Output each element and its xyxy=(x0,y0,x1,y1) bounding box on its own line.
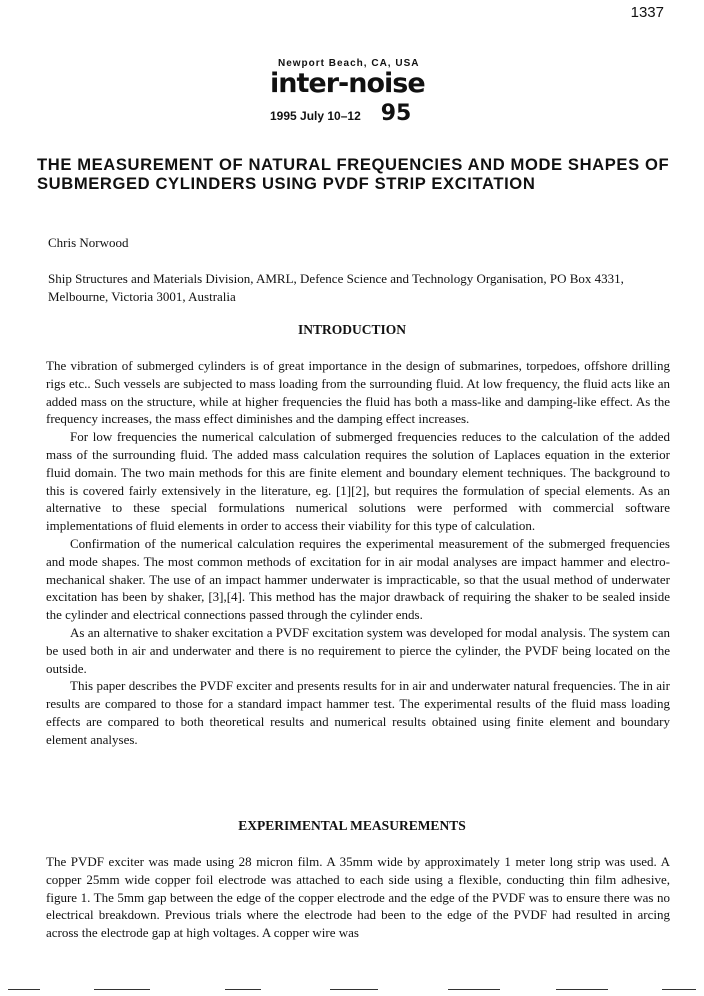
footer-rule xyxy=(662,989,696,990)
conference-year: 95 xyxy=(380,101,412,126)
footer-rule xyxy=(330,989,378,990)
experimental-heading: EXPERIMENTAL MEASUREMENTS xyxy=(238,818,466,833)
body-paragraph: The vibration of submerged cylinders is of great importance in the design of submarines, torpedoes, offshore drilling rigs etc.. Such vessels are subjected to mass loading from the surrounding fluid. At low frequency, the fluid acts like an added mass on the structure, while at higher frequencies the fluid has both a mass-like and damping-like effect. As the frequency increases, the mass effect diminishes and the damping effect increases. xyxy=(46,358,670,427)
body-paragraph: As an alternative to shaker excitation a PVDF excitation system was developed for modal analysis. The system can be used both in air and underwater and there is no requirement to pierce the cylinder, the PVDF being located on the outside. xyxy=(46,624,670,676)
body-paragraph: For low frequencies the numerical calculation of submerged frequencies reduces to the calculation of the added mass of the surrounding fluid. The added mass calculation requires the solution of Laplaces equation in the exterior fluid domain. The two main methods for this are finite element and boundary element techniques. The background to this is covered fairly extensively in the literature, eg. [1][2], but requires the formulation of special elements. As an alternative to these special formulations numerical solutions were performed with commercial software implementations of fluid elements in order to access their viability for this type of calculation. xyxy=(46,429,670,534)
conference-logo: inter-noise xyxy=(270,68,425,99)
introduction-body xyxy=(46,357,670,749)
footer-rule xyxy=(448,989,500,990)
body-paragraph: This paper describes the PVDF exciter and presents results for in air and underwater natural frequencies. The in air results are compared to those for a standard impact hammer test. The experimental results of the fluid mass loading effects are compared to both theoretical results and numerical results obtained using finite element and boundary element analyses. xyxy=(46,678,670,747)
footer-rule xyxy=(225,989,261,990)
conference-date-row xyxy=(270,101,460,126)
footer-rule xyxy=(556,989,608,990)
body-paragraph: Confirmation of the numerical calculation requires the experimental measurement of the submerged frequencies and mode shapes. The most common methods of excitation for in air modal analyses are impact hammer and electro-mechanical shaker. The use of an impact hammer underwater is impracticable, so that the usual method of underwater excitation has been by shaker, [3],[4]. This method has the major drawback of requiring the shaker to be sealed inside the cylinder and electrical connections passed through the cylinder ends. xyxy=(46,535,670,623)
paper-title: THE MEASUREMENT OF NATURAL FREQUENCIES AND MODE SHAPES OF SUBMERGED CYLINDERS USING PVDF STRIP EXCITATION xyxy=(37,155,670,193)
author-affiliation: Ship Structures and Materials Division, AMRL, Defence Science and Technology Organisation, PO Box 4331, Melbourne, Victoria 3001, Australia xyxy=(48,271,624,304)
page-number: 1337 xyxy=(630,4,664,21)
experimental-body xyxy=(46,853,670,942)
conference-dates: 1995 July 10–12 xyxy=(270,109,361,123)
conference-location: Newport Beach, CA, USA xyxy=(278,58,420,69)
conference-header xyxy=(270,58,460,126)
body-paragraph: The PVDF exciter was made using 28 micron film. A 35mm wide by approximately 1 meter long strip was used. A copper 25mm wide copper foil electrode was attached to each side using a flexible, conducting thin film adhesive, figure 1. The 5mm gap between the edge of the copper electrode and the edge of the PVDF was to ensure there was no electrical breakdown. Previous trials where the electrode had been to the edge of the PVDF had resulted in arcing across the electrode gap at high voltages. A copper wire was xyxy=(46,854,670,941)
author-name: Chris Norwood xyxy=(48,235,129,250)
introduction-heading: INTRODUCTION xyxy=(297,322,406,337)
footer-rule xyxy=(8,989,40,990)
footer-rule xyxy=(94,989,150,990)
